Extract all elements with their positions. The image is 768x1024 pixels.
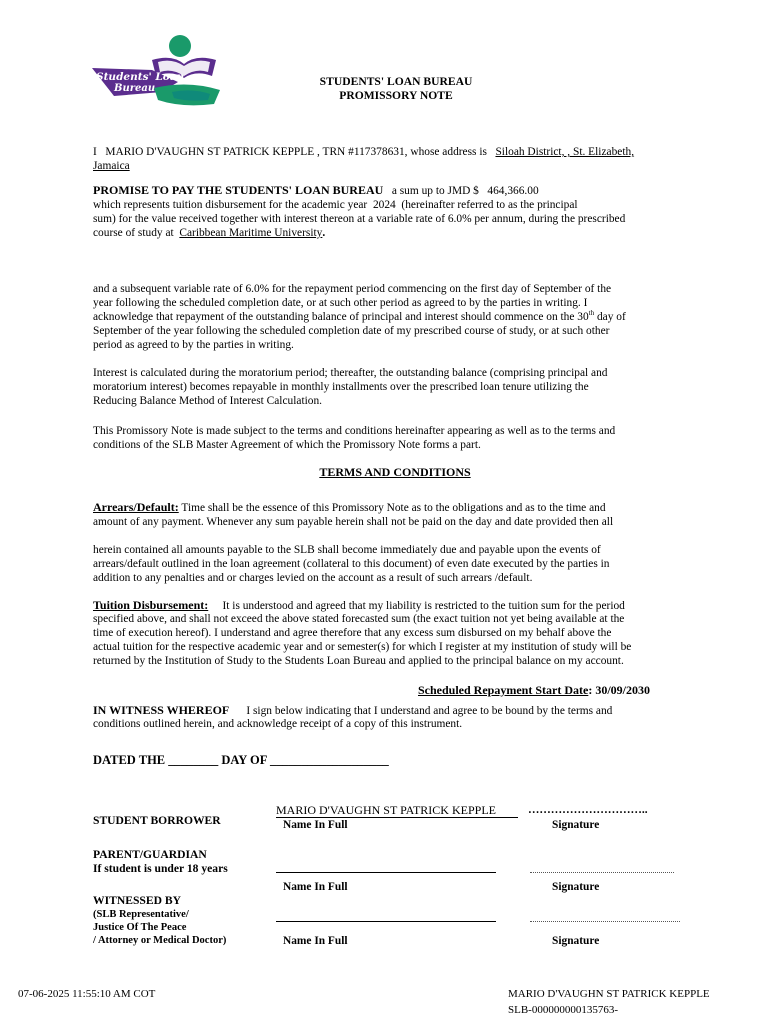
footer-timestamp: 07-06-2025 11:55:10 AM COT: [18, 988, 156, 1000]
student-signature-field: …………………………..: [528, 804, 648, 816]
promise-line2: which represents tuition disbursement for the academic year 2024 (hereinafter referred to as the principal: [93, 199, 578, 211]
witness-l2: conditions outlined herein, and acknowledge receipt of a copy of this instrument.: [93, 718, 463, 730]
witness-heading: IN WITNESS WHEREOF: [93, 703, 230, 717]
arrears-l2: amount of any payment. Whenever any sum payable herein shall not be paid on the day and date provided then all: [93, 516, 614, 528]
tuition-l1: Tuition Disbursement: It is understood and agreed that my liability is restricted to the tuition sum for the period: [93, 598, 625, 612]
interest-l3: Reducing Balance Method of Interest Calculation.: [93, 395, 323, 407]
address-line1: Siloah District, , St. Elizabeth,: [495, 146, 635, 158]
arrears-l1: Arrears/Default: Time shall be the essence of this Promissory Note as to the obligations and as to the time and: [93, 500, 606, 514]
tuition-l4: actual tuition for the respective academic year and or semester(s) for which I register at my institution of study will be: [93, 641, 632, 653]
parent-guardian-label: PARENT/GUARDIAN: [93, 848, 207, 861]
students-loan-bureau-logo: [92, 30, 224, 110]
address-line2: Jamaica: [93, 160, 130, 172]
repayment-l1: and a subsequent variable rate of 6.0% for the repayment period commencing on the first day of September of the: [93, 283, 612, 295]
academic-year: 2024: [372, 199, 396, 211]
header-line1: STUDENTS' LOAN BUREAU: [319, 75, 473, 88]
interest-l2: moratorium interest) becomes repayable in monthly installments over the prescribed loan tenure utilizing the: [93, 381, 589, 393]
terms-heading: TERMS AND CONDITIONS: [319, 465, 471, 479]
arrears-l4: arrears/default outlined in the loan agreement (collateral to this document) of even date executed by the parties in: [93, 558, 610, 570]
promise-line1: PROMISE TO PAY THE STUDENTS' LOAN BUREAU a sum up to JMD $ 464,366.00: [93, 183, 539, 197]
witness-l1: IN WITNESS WHEREOF I sign below indicating that I understand and agree to be bound by the terms and: [93, 703, 613, 717]
parent-signature-line: [530, 872, 674, 873]
tuition-l2: specified above, and shall not exceed the above stated forecasted sum (the exact tuition not yet being available at the: [93, 613, 625, 625]
scheduled-repayment-date: : 30/09/2030: [588, 683, 650, 697]
witness-name-caption: Name In Full: [283, 935, 348, 947]
student-signature-caption: Signature: [552, 819, 600, 831]
parent-signature-caption: Signature: [552, 881, 600, 893]
repayment-l5: period as agreed to by the parties in writing.: [93, 339, 294, 351]
repayment-l2: year following the scheduled completion date, or at such other period as agreed to by the parties in writing. I: [93, 297, 588, 309]
tuition-heading: Tuition Disbursement:: [93, 598, 209, 612]
tuition-l3: time of execution hereof). I understand and agree therefore that any excess sum disbursed on my behalf above the: [93, 627, 612, 639]
footer-reference: SLB-000000000135763-: [508, 1004, 618, 1016]
arrears-l3: herein contained all amounts payable to the SLB shall become immediately due and payable upon the events of: [93, 544, 601, 556]
witnessed-by-sub1: (SLB Representative/: [93, 909, 189, 920]
parent-guardian-sublabel: If student is under 18 years: [93, 862, 228, 875]
svg-text:Students' Loan: Students' Loan: [96, 71, 185, 83]
intro-line: I MARIO D'VAUGHN ST PATRICK KEPPLE , TRN #117378631, whose address is Siloah District, , St. Elizabeth,: [93, 146, 635, 158]
subject-l1: This Promissory Note is made subject to the terms and conditions hereinafter appearing as well as to the terms and: [93, 425, 616, 437]
subject-l2: conditions of the SLB Master Agreement of which the Promissory Note forms a part.: [93, 439, 481, 451]
footer-name: MARIO D'VAUGHN ST PATRICK KEPPLE: [508, 988, 710, 1000]
repayment-l4: September of the year following the scheduled completion date of my prescribed course of study, or at such other: [93, 325, 610, 337]
loan-amount: 464,366.00: [487, 185, 539, 197]
scheduled-repayment: Scheduled Repayment Start Date: 30/09/2030: [418, 683, 650, 697]
repayment-l3: acknowledge that repayment of the outstanding balance of principal and interest should commence on the 30th day of: [93, 309, 626, 323]
witness-name-line: [276, 921, 496, 922]
witnessed-by-sub2: Justice Of The Peace: [93, 922, 187, 933]
witness-signature-caption: Signature: [552, 935, 600, 947]
witnessed-by-label: WITNESSED BY: [93, 894, 181, 907]
student-name-field: MARIO D'VAUGHN ST PATRICK KEPPLE: [276, 803, 496, 817]
promise-heading: PROMISE TO PAY THE STUDENTS' LOAN BUREAU: [93, 183, 384, 197]
witness-signature-line: [530, 921, 680, 922]
logo-globe-icon: [169, 35, 191, 57]
witnessed-by-sub3: / Attorney or Medical Doctor): [93, 935, 227, 946]
promise-line3: sum) for the value received together with interest thereon at a variable rate of 6.0% per annum, during the prescribed: [93, 213, 626, 225]
logo-graphic: [92, 30, 224, 110]
svg-text:Bureau: Bureau: [114, 83, 156, 94]
arrears-l5: addition to any penalties and or charges levied on the account as a result of such arrears /default.: [93, 572, 533, 584]
dated-line: DATED THE ________ DAY OF ___________________: [93, 753, 389, 767]
header-line2: PROMISSORY NOTE: [339, 89, 453, 102]
arrears-heading: Arrears/Default:: [93, 500, 179, 514]
promise-line4: course of study at Caribbean Maritime University.: [93, 227, 326, 239]
student-borrower-label: STUDENT BORROWER: [93, 814, 221, 827]
parent-name-line: [276, 872, 496, 873]
borrower-name: MARIO D'VAUGHN ST PATRICK KEPPLE: [105, 146, 315, 158]
student-name-caption: Name In Full: [283, 819, 348, 831]
interest-l1: Interest is calculated during the moratorium period; thereafter, the outstanding balance (comprising principal and: [93, 367, 608, 379]
tuition-l5: returned by the Institution of Study to the Students Loan Bureau and applied to the principal balance on my account.: [93, 655, 624, 667]
parent-name-caption: Name In Full: [283, 881, 348, 893]
institution-name: Caribbean Maritime University: [179, 227, 323, 239]
